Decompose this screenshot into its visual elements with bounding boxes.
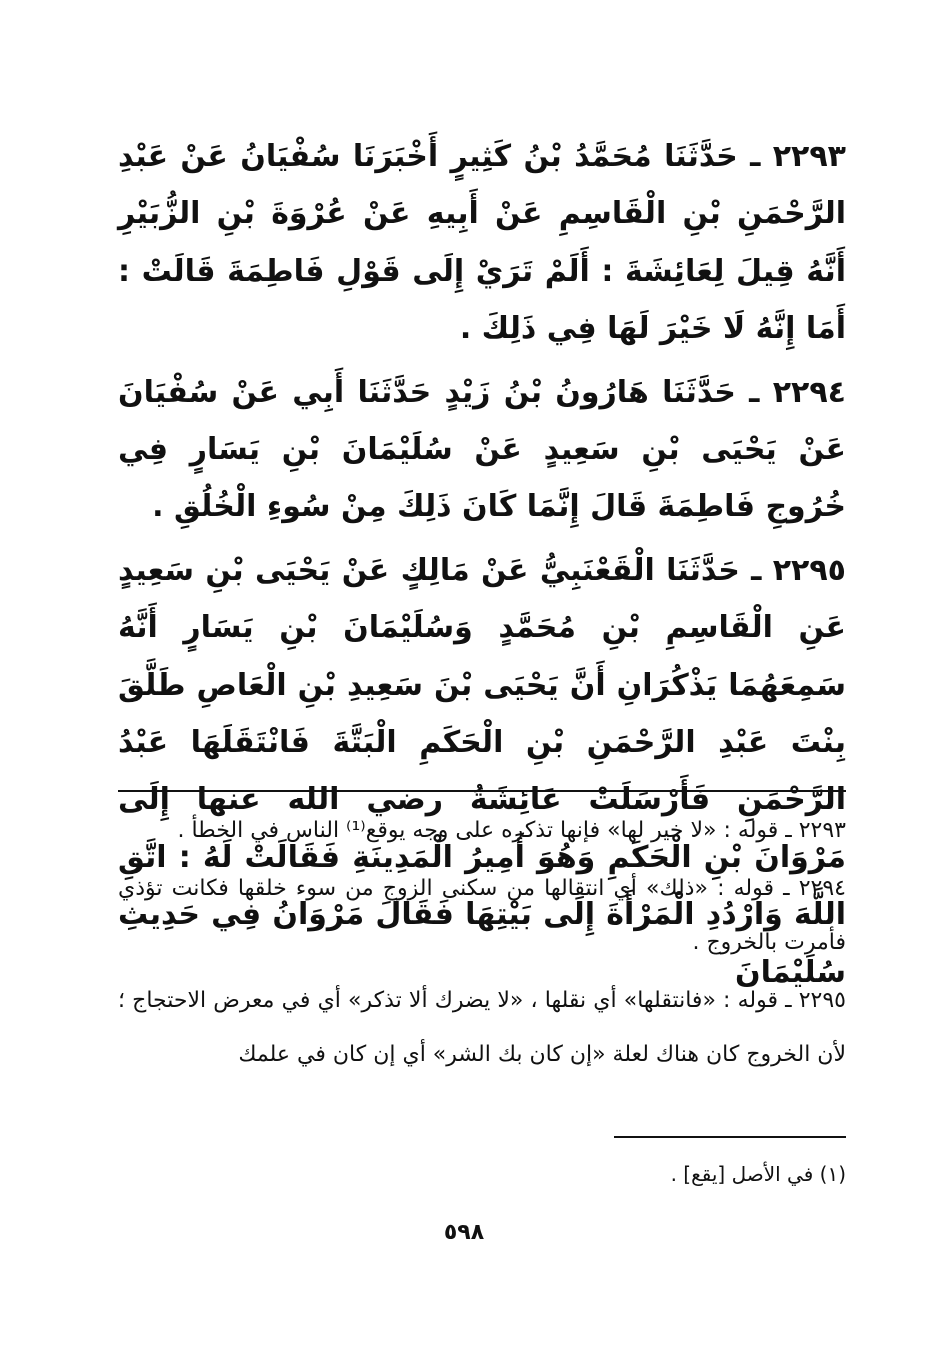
footnote-divider	[614, 1136, 846, 1138]
note-2293: ٢٢٩٣ ـ قوله : «لا خير لها» فإنها تذكره على وجه يوقع⁽¹⁾ الناس في الخطأ .	[177, 818, 846, 843]
note-2295: ٢٢٩٥ ـ قوله : «فانتقلها» أي نقلها ، «لا يضرك ألا تذكر» أي في معرض الاحتجاج ؛ لأن الخروج كان هناك لعلة «إن كان بك الشر» أي إن كان في علمك	[118, 988, 846, 1067]
notes-divider	[118, 790, 846, 792]
note-2294: ٢٢٩٤ ـ قوله : «ذلك» أي انتقالها من سكنى الزوج من سوء خلقها فكانت تؤذي فأمرت بالخروج .	[118, 876, 846, 955]
page-number: ٥٩٨	[443, 1220, 485, 1245]
commentary-notes	[118, 804, 846, 1086]
hadith-2294: ٢٢٩٤ ـ حَدَّثَنَا هَارُونُ بْنُ زَيْدٍ حَدَّثَنَا أَبِي عَنْ سُفْيَانَ عَنْ يَحْيَى بْنِ سَعِيدٍ عَنْ سُلَيْمَانَ بْنِ يَسَارٍ فِي خُرُوجِ فَاطِمَةَ قَالَ إِنَّمَا كَانَ ذَلِكَ مِنْ سُوءِ الْخُلُقِ .	[118, 374, 846, 525]
hadith-2293: ٢٢٩٣ ـ حَدَّثَنَا مُحَمَّدُ بْنُ كَثِيرٍ أَخْبَرَنَا سُفْيَانُ عَنْ عَبْدِ الرَّحْمَنِ بْنِ الْقَاسِمِ عَنْ أَبِيهِ عَنْ عُرْوَةَ بْنِ الزُّبَيْرِ أَنَّهُ قِيلَ لِعَائِشَةَ : أَلَمْ تَرَيْ إِلَى قَوْلِ فَاطِمَةَ قَالَتْ : أَمَا إِنَّهُ لَا خَيْرَ لَهَا فِي ذَلِكَ .	[118, 139, 846, 347]
footnote: (١) في الأصل [يقع] .	[670, 1162, 846, 1186]
hadith-2295: ٢٢٩٥ ـ حَدَّثَنَا الْقَعْنَبِيُّ عَنْ مَالِكٍ عَنْ يَحْيَى بْنِ سَعِيدٍ عَنِ الْقَاسِمِ بْنِ مُحَمَّدٍ وَسُلَيْمَانَ بْنِ يَسَارٍ أَنَّهُ سَمِعَهُمَا يَذْكُرَانِ أَنَّ يَحْيَى بْنَ سَعِيدِ بْنِ الْعَاصِ طَلَّقَ بِنْتَ عَبْدِ الرَّحْمَنِ بْنِ الْحَكَمِ الْبَتَّةَ فَانْتَقَلَهَا عَبْدُ الرَّحْمَنِ فَأَرْسَلَتْ عَائِشَةُ رضي الله عنها إِلَى مَرْوَانَ بْنِ الْحَكَمِ وَهُوَ أَمِيرُ الْمَدِينَةِ فَقَالَتْ لَهُ : اتَّقِ اللَّهَ وَارْدُدِ الْمَرْأَةَ إِلَى بَيْتِهَا فَقَالَ مَرْوَانُ فِي حَدِيثِ سُلَيْمَانَ	[118, 552, 846, 990]
